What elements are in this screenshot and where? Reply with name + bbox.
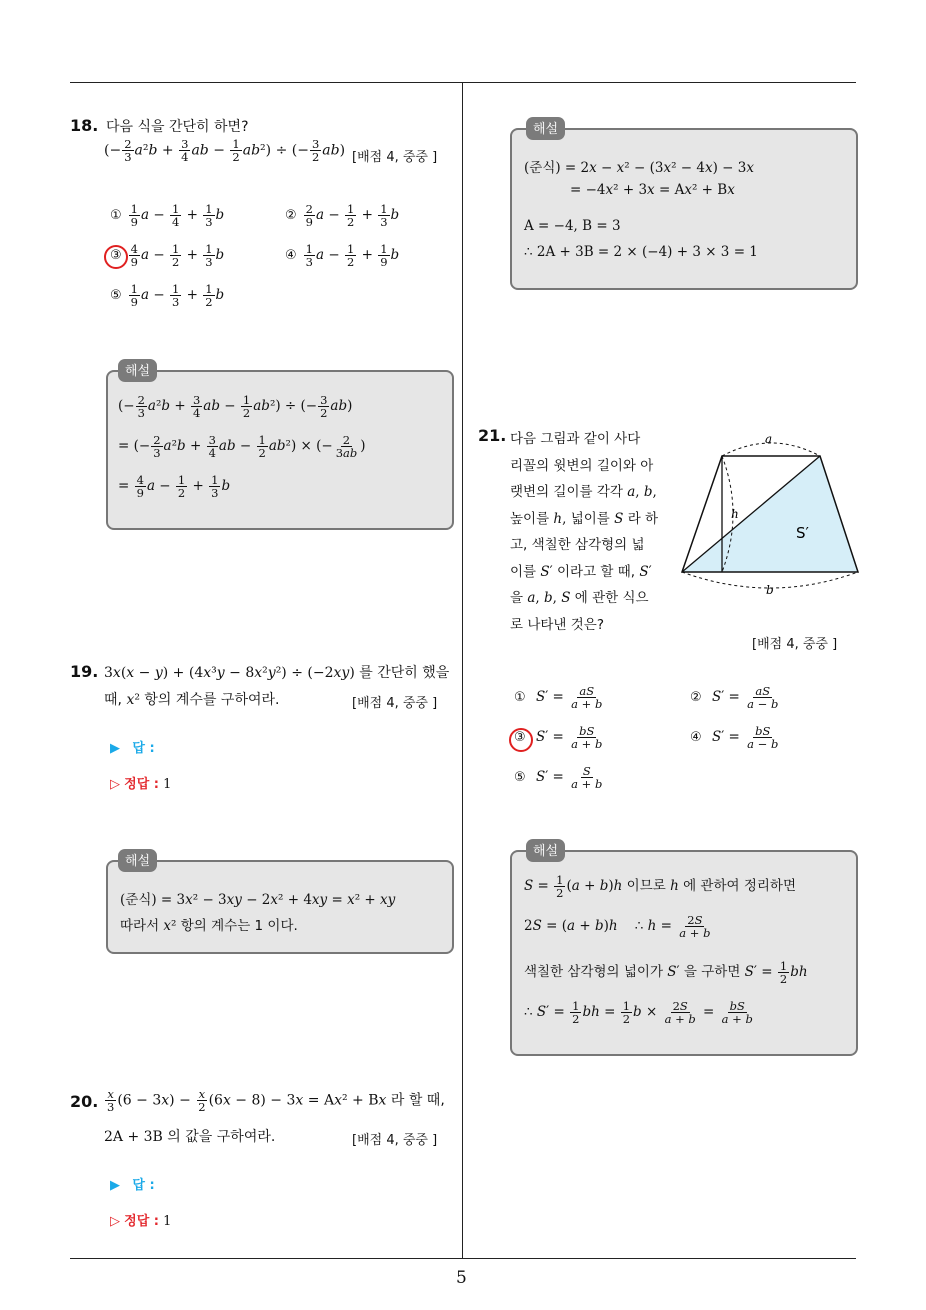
explanation-line: 2S = (a + b)h ∴ h = $\frac{2S}{a + b}$ [524, 913, 711, 940]
option-4[interactable]: ④ S′ = $\frac{bS}{a - b}$ [690, 724, 779, 751]
option-3[interactable]: ③ $\frac{4}{9}$ a − $\frac{1}{2}$ + $\frac{1}{3}$ b [110, 242, 225, 269]
selected-answer-mark [509, 728, 533, 752]
option-2[interactable]: ② $\frac{2}{9}$ a − $\frac{1}{2}$ + $\frac{1}{3}$ b [285, 202, 400, 229]
question-number: 20. [70, 1092, 99, 1111]
triangle-outline-icon: ▷ [110, 777, 120, 792]
score-label: [배점 4, 중중 ] [352, 696, 438, 711]
option-2[interactable]: ② S′ = $\frac{aS}{a - b}$ [690, 684, 779, 711]
option-1[interactable]: ① $\frac{1}{9}$ a − $\frac{1}{4}$ + $\frac{1}{3}$ b [110, 202, 225, 229]
explanation-line: (준식) = 3x² − 3xy − 2x² + 4xy = x² + xy [120, 892, 396, 908]
label-a: a [765, 432, 773, 446]
answer-field[interactable]: ▶ 답 : [110, 1178, 155, 1193]
score-label: [배점 4, 중중 ] [352, 1133, 438, 1148]
top-rule [70, 82, 856, 83]
selected-answer-mark [104, 245, 128, 269]
play-icon: ▶ [110, 741, 120, 756]
play-icon: ▶ [110, 1178, 120, 1193]
question-prompt: 다음 식을 간단히 하면? [106, 119, 249, 135]
explanation-tag: 해설 [526, 839, 565, 862]
explanation-line: ∴ S′ = $\frac{1}{2}$ bh = $\frac{1}{2}$ b × $\frac{2S}{a + b}$ = $\frac{bS}{a + b}$ [524, 999, 753, 1026]
label-b: b [766, 583, 774, 597]
explanation-tag: 해설 [526, 117, 565, 140]
label-area: S′ [796, 524, 809, 542]
explanation-line: S = $\frac{1}{2}$ (a + b)h 이므로 h 에 관하여 정리하면 [524, 873, 797, 900]
explanation-box [510, 844, 858, 1056]
correct-answer: ▷ 정답 : 1 [110, 1214, 172, 1229]
triangle-outline-icon: ▷ [110, 1214, 120, 1229]
trapezoid-figure [676, 428, 862, 600]
option-5[interactable]: ⑤ $\frac{1}{9}$ a − $\frac{1}{3}$ + $\frac{1}{2}$ b [110, 282, 225, 309]
score-label: [배점 4, 중중 ] [352, 150, 438, 165]
explanation-line: (− $\frac{2}{3}$ a²b + $\frac{3}{4}$ ab − $\frac{1}{2}$ ab²) ÷ (− $\frac{3}{2}$ ab) [118, 393, 353, 420]
explanation-line: 따라서 x² 항의 계수는 1 이다. [120, 918, 298, 934]
shaded-triangle [682, 456, 858, 572]
option-4[interactable]: ④ $\frac{1}{3}$ a − $\frac{1}{2}$ + $\frac{1}{9}$ b [285, 242, 400, 269]
question-prompt: 다음 그림과 같이 사다 리꼴의 윗변의 길이와 아 랫변의 길이를 각각 a, b, 높이를 h, 넓이를 S 라 하 고, 색칠한 삼각형의 넓 이를 S′ 이라고 할 때, S′ 을 a, b, S 에 관한 식으 로 나타낸 것은? [510, 431, 659, 633]
explanation-line: = (− $\frac{2}{3}$ a²b + $\frac{3}{4}$ ab − $\frac{1}{2}$ ab²) × (− $\frac{2}{3ab}$ ) [118, 433, 366, 460]
option-1[interactable]: ① S′ = $\frac{aS}{a + b}$ [514, 684, 603, 711]
column-divider [462, 83, 463, 1258]
question-number: 19. [70, 662, 99, 681]
explanation-line: = −4x² + 3x = Ax² + Bx [570, 182, 735, 198]
explanation-line: (준식) = 2x − x² − (3x² − 4x) − 3x [524, 160, 754, 176]
label-h: h [731, 507, 739, 521]
explanation-tag: 해설 [118, 359, 157, 382]
explanation-line: A = −4, B = 3 [524, 218, 621, 234]
answer-field[interactable]: ▶ 답 : [110, 741, 155, 756]
question-number: 18. [70, 116, 99, 135]
explanation-box [106, 854, 454, 954]
explanation-line: = $\frac{4}{9}$ a − $\frac{1}{2}$ + $\frac{1}{3}$ b [118, 473, 231, 500]
score-label: [배점 4, 중중 ] [752, 637, 838, 652]
option-5[interactable]: ⑤ S′ = $\frac{S}{a + b}$ [514, 764, 603, 791]
explanation-line: 색칠한 삼각형의 넓이가 S′ 을 구하면 S′ = $\frac{1}{2}$ bh [524, 959, 808, 986]
question-prompt: 3x(x − y) + (4x³y − 8x²y²) ÷ (−2xy) 를 간단히 했을 [104, 665, 450, 681]
explanation-box [106, 364, 454, 530]
question-prompt: $\frac{x}{3}$ (6 − 3x) − $\frac{x}{2}$ (6x − 8) − 3x = Ax² + Bx 라 할 때, [107, 1087, 445, 1114]
correct-answer: ▷ 정답 : 1 [110, 777, 172, 792]
explanation-tag: 해설 [118, 849, 157, 872]
question-expression: (− $\frac{2}{3}$ a²b + $\frac{3}{4}$ ab − $\frac{1}{2}$ ab²) ÷ (− $\frac{3}{2}$ ab) [104, 137, 346, 164]
question-prompt-line2: 2A + 3B 의 값을 구하여라. [104, 1129, 276, 1145]
bottom-rule [70, 1258, 856, 1259]
page-number: 5 [456, 1268, 467, 1288]
question-prompt-line2: 때, x² 항의 계수를 구하여라. [104, 692, 280, 708]
question-number: 21. [478, 426, 507, 445]
explanation-box [510, 122, 858, 290]
option-3[interactable]: ③ S′ = $\frac{bS}{a + b}$ [514, 724, 603, 751]
explanation-line: ∴ 2A + 3B = 2 × (−4) + 3 × 3 = 1 [524, 244, 758, 260]
